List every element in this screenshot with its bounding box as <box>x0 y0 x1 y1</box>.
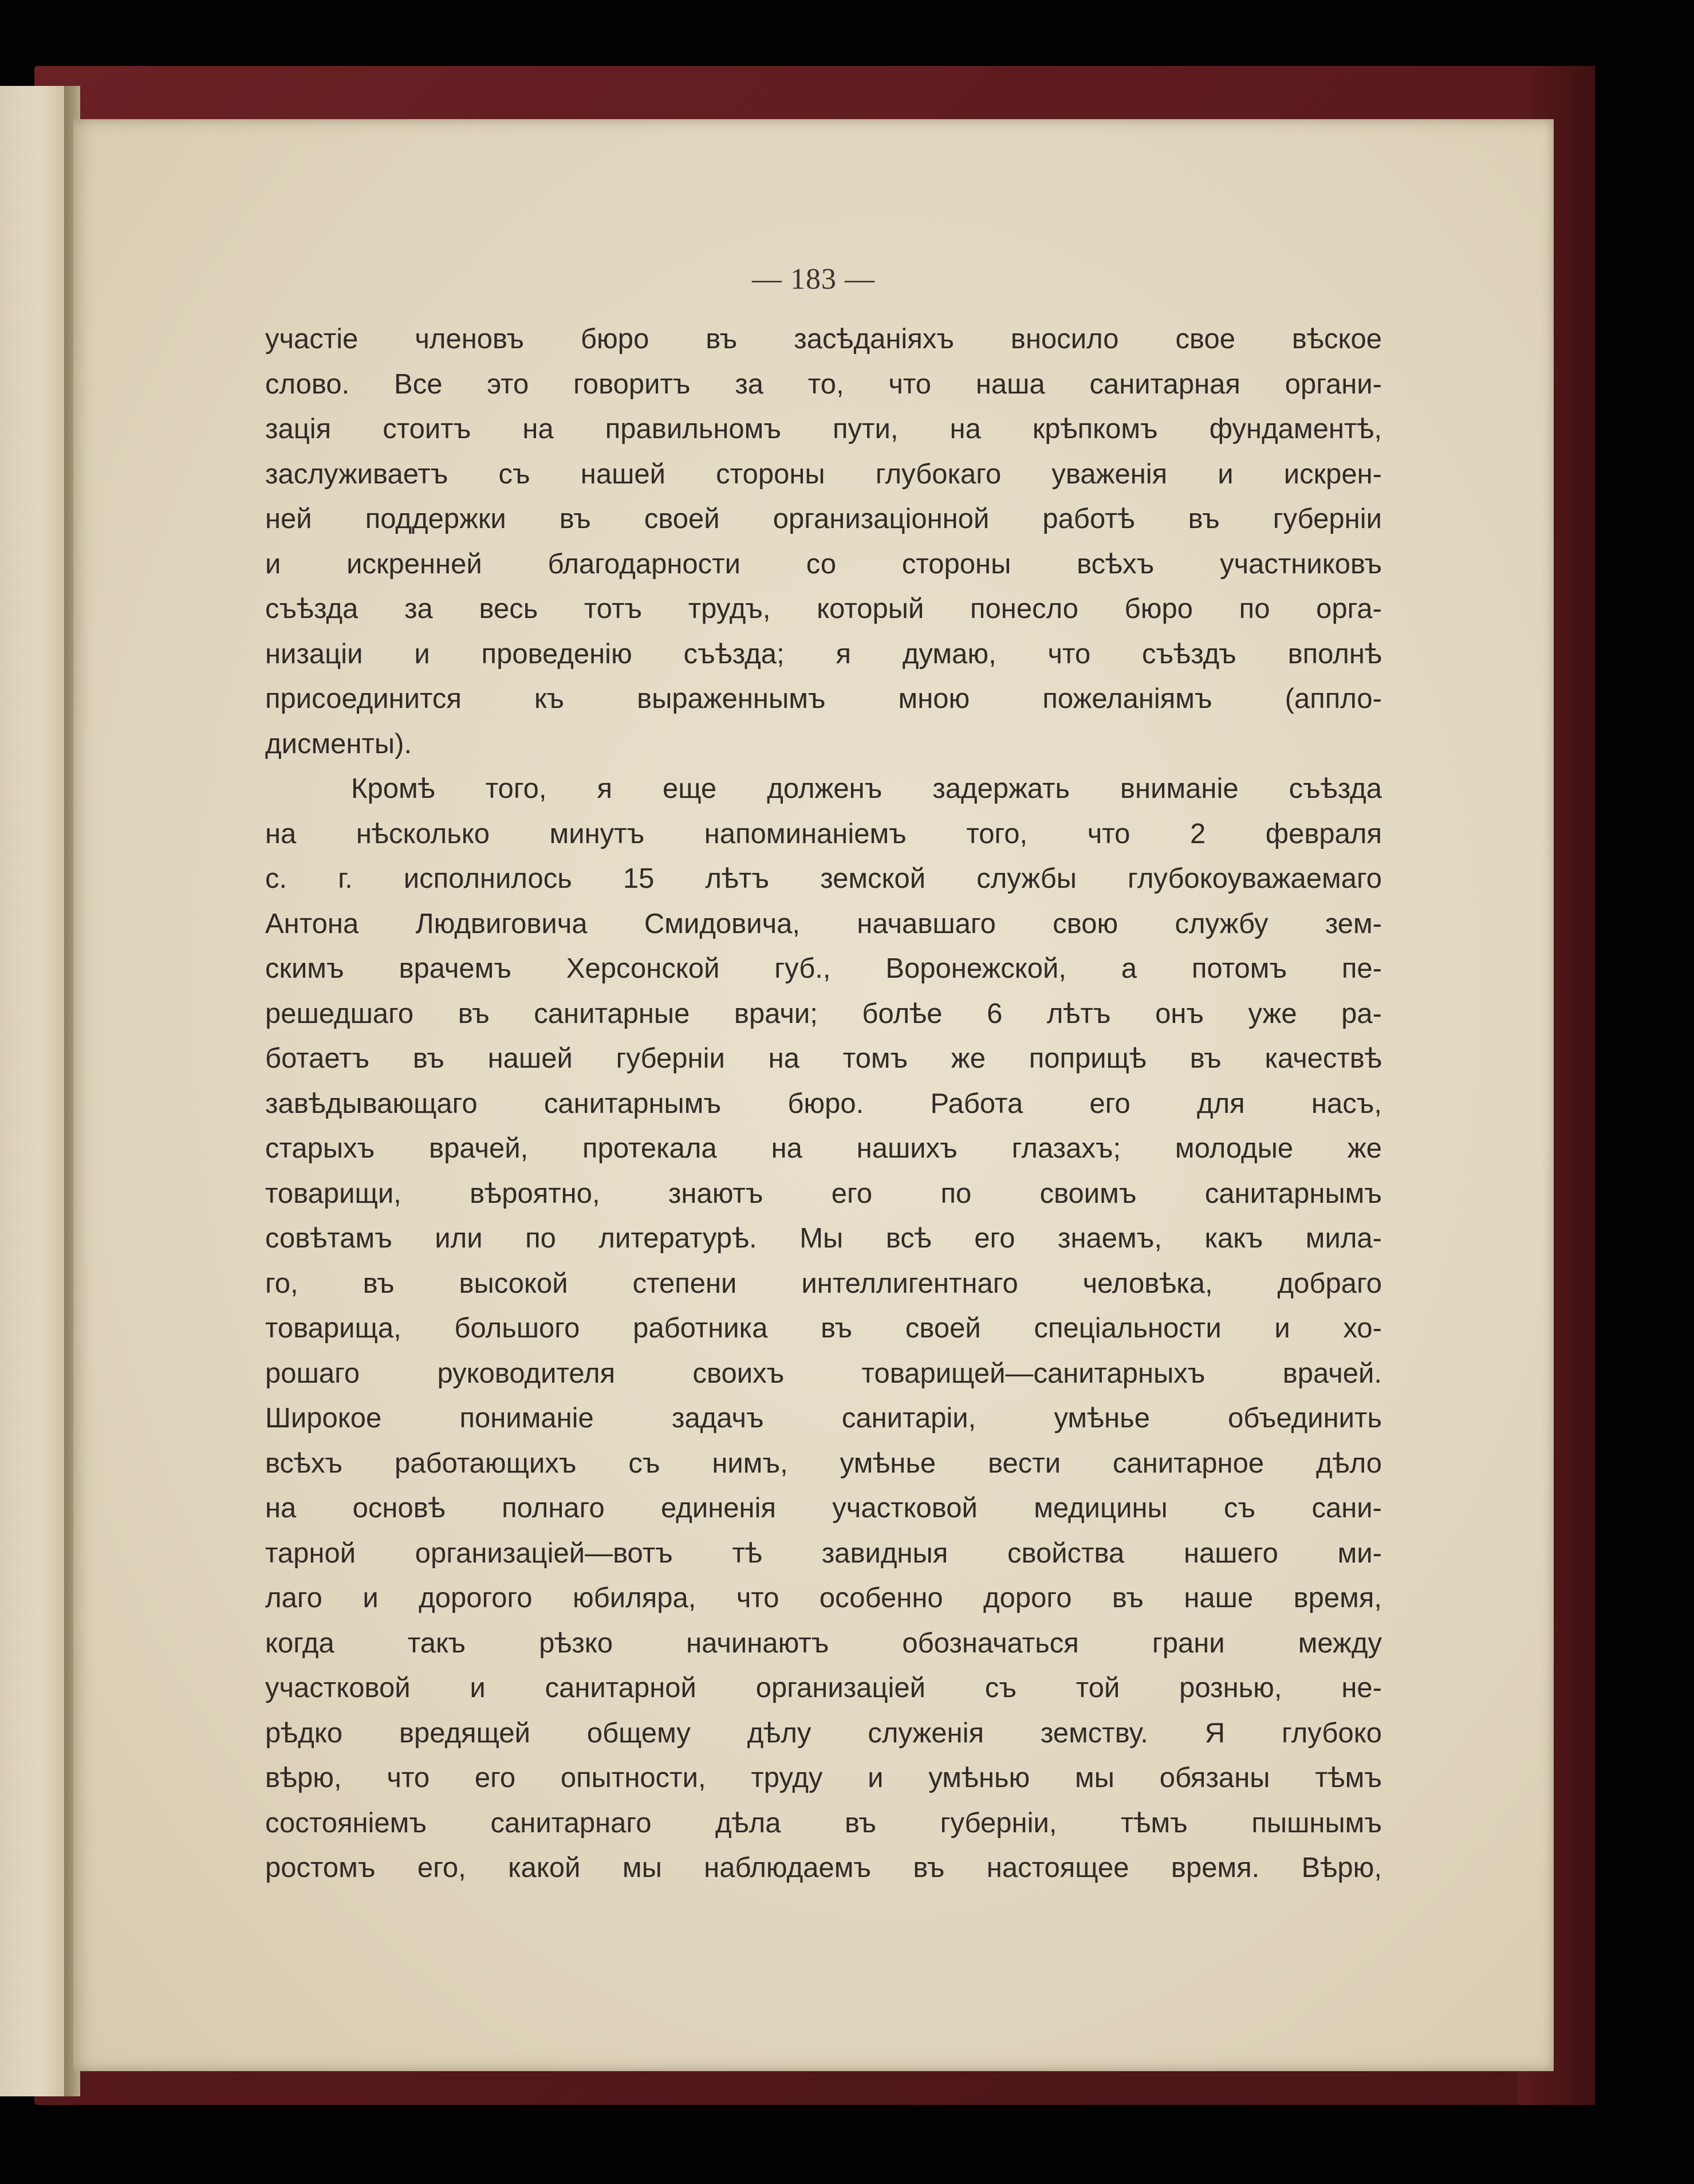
text-line: товарищи, вѣроятно, знаютъ его по своимъ санитарнымъ <box>265 1178 1382 1209</box>
text-line: товарища, большого работника въ своей спеціальности и хо- <box>265 1313 1382 1344</box>
page-text <box>265 317 1382 1891</box>
text-line: рошаго руководителя своихъ товарищей—санитарныхъ врачей. <box>265 1357 1382 1389</box>
text-line: заслуживаетъ съ нашей стороны глубокаго уваженія и искрен- <box>265 458 1382 490</box>
text-line: с. г. исполнилось 15 лѣтъ земской службы глубокоуважаемаго <box>265 863 1382 894</box>
text-line: лаго и дорогого юбиляра, что особенно дорого въ наше время, <box>265 1583 1382 1614</box>
text-line: съѣзда за весь тотъ трудъ, который понесло бюро по орга- <box>265 593 1382 624</box>
text-line: ней поддержки въ своей организаціонной работѣ въ губерніи <box>265 503 1382 534</box>
facing-page-edge <box>0 86 68 2096</box>
text-line: участіе членовъ бюро въ засѣданіяхъ вносило свое вѣское <box>265 324 1382 355</box>
text-line: совѣтамъ или по литературѣ. Мы всѣ его знаемъ, какъ мила- <box>265 1223 1382 1254</box>
text-line: ростомъ его, какой мы наблюдаемъ въ настоящее время. Вѣрю, <box>265 1852 1382 1883</box>
page-number: — 183 — <box>752 263 875 296</box>
text-line: старыхъ врачей, протекала на нашихъ глазахъ; молодые же <box>265 1133 1382 1164</box>
text-line: зація стоитъ на правильномъ пути, на крѣпкомъ фундаментѣ, <box>265 414 1382 444</box>
text-line: Антона Людвиговича Смидовича, начавшаго свою службу зем- <box>265 908 1382 939</box>
text-line: решедшаго въ санитарные врачи; болѣе 6 лѣтъ онъ уже ра- <box>265 998 1382 1029</box>
text-line: присоединится къ выраженнымъ мною пожеланіямъ (аппло- <box>265 683 1382 714</box>
text-line: ботаетъ въ нашей губерніи на томъ же поприщѣ въ качествѣ <box>265 1043 1382 1074</box>
text-line: когда такъ рѣзко начинаютъ обозначаться грани между <box>265 1627 1382 1659</box>
text-line: слово. Все это говоритъ за то, что наша санитарная органи- <box>265 368 1382 400</box>
text-line: дисменты). <box>265 728 412 760</box>
text-line: и искренней благодарности со стороны всѣхъ участниковъ <box>265 548 1382 580</box>
text-line: состояніемъ санитарнаго дѣла въ губерніи, тѣмъ пышнымъ <box>265 1807 1382 1839</box>
text-line: Кромѣ того, я еще долженъ задержать вниманіе съѣзда <box>351 773 1382 804</box>
book-page <box>73 119 1554 2071</box>
text-line: тарной организаціей—вотъ тѣ завидныя свойства нашего ми- <box>265 1537 1382 1569</box>
text-line: го, въ высокой степени интеллигентнаго человѣка, добраго <box>265 1268 1382 1299</box>
text-line: вѣрю, что его опытности, труду и умѣнью мы обязаны тѣмъ <box>265 1762 1382 1793</box>
text-line: участковой и санитарной организаціей съ той рознью, не- <box>265 1673 1382 1703</box>
text-line: скимъ врачемъ Херсонской губ., Воронежской, а потомъ пе- <box>265 953 1382 984</box>
text-line: на основѣ полнаго единенія участковой медицины съ сани- <box>265 1493 1382 1524</box>
text-line: низаціи и проведенію съѣзда; я думаю, что съѣздъ вполнѣ <box>265 638 1382 670</box>
text-line: рѣдко вредящей общему дѣлу служенія земству. Я глубоко <box>265 1717 1382 1749</box>
text-line: на нѣсколько минутъ напоминаніемъ того, что 2 февраля <box>265 818 1382 849</box>
text-line: всѣхъ работающихъ съ нимъ, умѣнье вести санитарное дѣло <box>265 1447 1382 1479</box>
text-line: Широкое пониманіе задачъ санитаріи, умѣнье объединить <box>265 1403 1382 1434</box>
text-line: завѣдывающаго санитарнымъ бюро. Работа его для насъ, <box>265 1088 1382 1119</box>
